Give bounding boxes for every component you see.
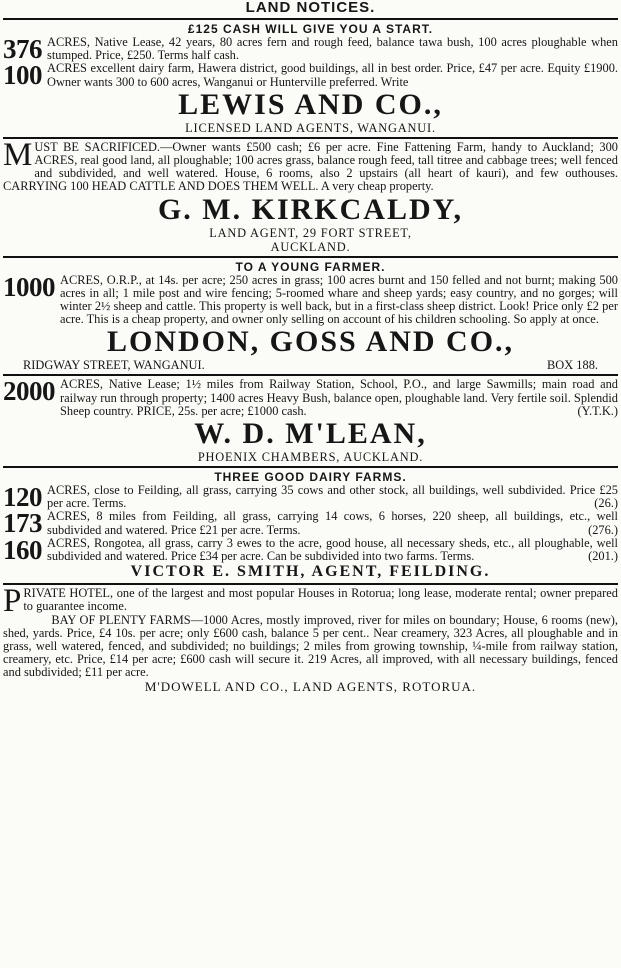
column-header: LAND NOTICES. xyxy=(245,0,376,16)
advert-headline: TO A YOUNG FARMER. xyxy=(235,259,386,274)
advert-victor-smith xyxy=(3,470,618,581)
listing-text: ACRES, O.R.P., at 14s. per acre; 250 acres in grass; 100 acres burnt and 150 felled and not burnt; making 500 acres in all; 1 mile post and wire fencing; 5-roomed whare and sheep yards; easy country, and no gorges; will winter 2½ sheep and cattle. This property is well back, but in a first-class sheep district. Look! Price only £2 per acre. This is a cheap property, and owner only selling on account of his children schooling. So apply at once. xyxy=(60,272,618,327)
divider xyxy=(3,374,618,376)
listing-body: ACRES, Native Lease; 1½ miles from Railway Station, School, P.O., and large Sawmills; main road and railway run through property; 1400 acres Heavy Bush, balance open, ploughable land. Very fertile soil. Splendid Sheep country. PRICE, 25s. per acre; £1000 cash. xyxy=(60,377,618,418)
agent-city: AUCKLAND. xyxy=(270,239,351,254)
drop-cap: M xyxy=(3,136,33,173)
advert-lewis-and-co xyxy=(3,22,618,135)
advert-text-hotel: RIVATE HOTEL, one of the largest and most popular Houses in Rotorua; long lease, moderate rental; owner prepared to guarantee income. xyxy=(23,586,618,614)
advert-kirkcaldy xyxy=(3,136,618,254)
listing-2000-acres xyxy=(3,378,618,418)
agent-box: BOX 188. xyxy=(547,358,598,373)
acreage-number: 100 xyxy=(3,60,42,91)
listing-text xyxy=(60,378,618,418)
listing-reference: (26.) xyxy=(594,496,618,511)
listing-160-acres xyxy=(3,534,618,565)
acreage-number: 120 xyxy=(3,482,42,513)
agent-name: LONDON, GOSS AND CO., xyxy=(106,325,515,359)
listing-reference: (201.) xyxy=(588,549,618,564)
listing-text xyxy=(47,537,618,563)
agent-address: PHOENIX CHAMBERS, AUCKLAND. xyxy=(197,450,424,465)
advert-body xyxy=(3,583,618,620)
listing-1000-acres xyxy=(3,271,618,327)
listing-text xyxy=(47,510,618,536)
advert-text-farms: BAY OF PLENTY FARMS—1000 Acres, mostly improved, river for miles on boundary; House, 6 rooms (new), shed, yards. Price, £4 10s. per acre; only £600 cash, balance 5 per cent.. Near creamery, 323 Acres, all ploughable and in grass, well watered, fenced, and subdivided; no buildings; 2 miles from growing township, ¼-mile from railway station, creamery, etc. Price, £14 per acre; £600 cash will secure it. 219 Acres, all improved, with all necessary buildings, fenced and subdivided; £11 per acre. xyxy=(3,612,618,680)
acreage-number: 376 xyxy=(3,34,42,64)
listing-reference: (276.) xyxy=(588,522,618,537)
agent-address: LAND AGENT, 29 FORT STREET, xyxy=(209,225,412,240)
agent-contact xyxy=(3,358,618,372)
advert-london-goss xyxy=(3,260,618,373)
agent-name: G. M. KIRKCALDY, xyxy=(157,192,464,226)
divider xyxy=(3,583,618,585)
advert-body xyxy=(3,136,618,194)
listing-173-acres xyxy=(3,508,618,539)
divider xyxy=(3,256,618,258)
acreage-number: 1000 xyxy=(3,271,55,302)
agent-name: M'DOWELL AND CO., LAND AGENTS, ROTORUA. xyxy=(144,678,477,694)
listing-376-acres xyxy=(3,36,618,62)
advert-headline: THREE GOOD DAIRY FARMS. xyxy=(214,470,407,485)
advert-text: UST BE SACRIFICED.—Owner wants £500 cash; £6 per acre. Fine Fattening Farm, handy to Auckland; 300 ACRES, real good land, all ploughable; 100 acres grass, balance rough feed, tall titree and cabbage trees; well fenced and subdivided, and well watered. House, 6 rooms, also 2 upstairs (all heart of kauri), and few outhouses. CARRYING 100 HEAD CATTLE AND DOES THEM WELL. A very cheap property. xyxy=(3,139,618,194)
agent-name: W. D. M'LEAN, xyxy=(194,417,427,451)
advert-mdowell xyxy=(3,583,618,694)
divider xyxy=(3,137,618,139)
agent-address: LICENSED LAND AGENTS, WANGANUI. xyxy=(185,120,436,135)
drop-cap: P xyxy=(3,583,22,620)
listing-text: ACRES excellent dairy farm, Hawera district, good buildings, all in best order. Price, £47 per acre. Equity £1900. Owner wants 300 to 600 acres, Wanganui or Hunterville preferred. Write xyxy=(47,61,618,89)
agent-name: VICTOR E. SMITH, AGENT, FEILDING. xyxy=(130,563,491,581)
acreage-number: 160 xyxy=(3,534,42,565)
agent-name: LEWIS AND CO., xyxy=(178,87,443,121)
divider xyxy=(3,18,618,20)
divider xyxy=(3,466,618,468)
advert-headline: £125 CASH WILL GIVE YOU A START. xyxy=(187,22,434,36)
listing-reference: (Y.T.K.) xyxy=(577,403,618,418)
listing-text xyxy=(47,484,618,510)
listing-120-acres xyxy=(3,482,618,513)
acreage-number: 2000 xyxy=(3,376,55,407)
listing-100-acres xyxy=(3,60,618,91)
listing-text: ACRES, Native Lease, 42 years, 80 acres fern and rough feed, balance tawa bush, 100 acres ploughable when stumped. Price, £250. Terms half cash. xyxy=(47,35,618,63)
advert-mlean xyxy=(3,378,618,464)
listing-body: ACRES, Rongotea, all grass, carry 3 ewes to the acre, good house, all necessary sheds, etc., all ploughable, well subdivided and watered. Price £34 per acre. Can be subdivided into two farms. Terms. xyxy=(47,535,618,564)
agent-address: RIDGWAY STREET, WANGANUI. xyxy=(23,358,205,373)
listing-body: ACRES, close to Feilding, all grass, carrying 35 cows and other stock, all buildings, well subdivided. Price £25 per acre. Terms. xyxy=(47,483,618,511)
listing-body: ACRES, 8 miles from Feilding, all grass, carrying 14 cows, 6 horses, 220 sheep, all buildings, etc., well subdivided and watered. Price £21 per acre. Terms. xyxy=(47,509,618,537)
acreage-number: 173 xyxy=(3,508,42,539)
